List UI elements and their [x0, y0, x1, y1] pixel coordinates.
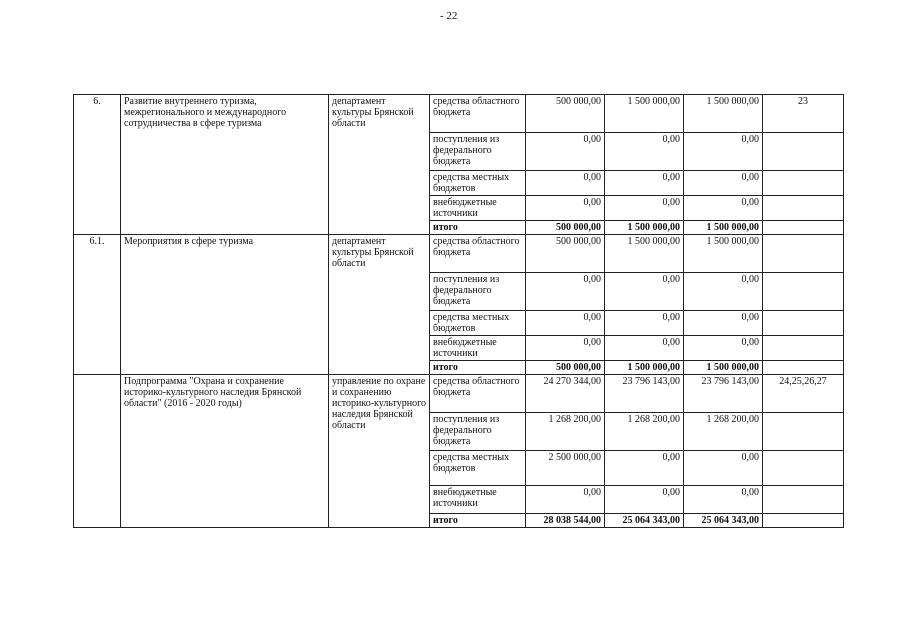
indicator-cell	[763, 221, 844, 235]
indicator-cell	[763, 486, 844, 514]
amount-cell: 0,00	[605, 451, 684, 486]
indicator-cell	[763, 413, 844, 451]
executor-cell: управление по охране и сохранению историко-культурного наследия Брянской области	[329, 375, 430, 528]
amount-cell: 0,00	[684, 196, 763, 221]
indicator-cell	[763, 235, 844, 273]
amount-cell: 0,00	[684, 273, 763, 311]
table-row	[74, 375, 844, 413]
amount-cell: 1 500 000,00	[684, 235, 763, 273]
amount-cell: 0,00	[526, 171, 605, 196]
indicator-cell	[763, 171, 844, 196]
amount-cell: 0,00	[684, 311, 763, 336]
amount-cell: 0,00	[605, 133, 684, 171]
executor-cell: департамент культуры Брянской области	[329, 95, 430, 235]
amount-cell: 1 500 000,00	[605, 235, 684, 273]
indicator-cell: 24,25,26,27	[763, 375, 844, 413]
source-label-cell: поступления из федерального бюджета	[430, 413, 526, 451]
total-amount-cell: 25 064 343,00	[684, 514, 763, 528]
amount-cell: 23 796 143,00	[605, 375, 684, 413]
amount-cell: 1 268 200,00	[526, 413, 605, 451]
indicator-cell	[763, 361, 844, 375]
amount-cell: 0,00	[684, 171, 763, 196]
indicator-cell	[763, 196, 844, 221]
amount-cell: 0,00	[605, 273, 684, 311]
amount-cell: 1 268 200,00	[684, 413, 763, 451]
activity-title-cell: Развитие внутреннего туризма, межрегионального и международного сотрудничества в сфере туризма	[121, 95, 329, 235]
amount-cell: 1 500 000,00	[605, 95, 684, 133]
source-label-cell: поступления из федерального бюджета	[430, 273, 526, 311]
amount-cell: 1 500 000,00	[684, 95, 763, 133]
total-amount-cell: 500 000,00	[526, 361, 605, 375]
amount-cell: 0,00	[526, 311, 605, 336]
indicator-cell: 23	[763, 95, 844, 133]
amount-cell: 0,00	[526, 196, 605, 221]
activity-title-cell: Подпрограмма "Охрана и сохранение историко-культурного наследия Брянской области" (2016 - 2020 годы)	[121, 375, 329, 528]
source-label-cell: средства областного бюджета	[430, 235, 526, 273]
row-number-cell	[74, 375, 121, 528]
amount-cell: 0,00	[684, 336, 763, 361]
indicator-cell	[763, 514, 844, 528]
source-label-cell: внебюджетные источники	[430, 196, 526, 221]
total-amount-cell: 500 000,00	[526, 221, 605, 235]
executor-cell: департамент культуры Брянской области	[329, 235, 430, 375]
total-label-cell: итого	[430, 514, 526, 528]
indicator-cell	[763, 133, 844, 171]
source-label-cell: внебюджетные источники	[430, 336, 526, 361]
amount-cell: 0,00	[526, 336, 605, 361]
page-number: - 22	[440, 10, 458, 22]
amount-cell: 0,00	[605, 486, 684, 514]
amount-cell: 0,00	[605, 196, 684, 221]
amount-cell: 0,00	[526, 273, 605, 311]
amount-cell: 0,00	[526, 486, 605, 514]
total-amount-cell: 1 500 000,00	[684, 361, 763, 375]
amount-cell: 0,00	[684, 133, 763, 171]
indicator-cell	[763, 311, 844, 336]
amount-cell: 0,00	[605, 171, 684, 196]
source-label-cell: средства местных бюджетов	[430, 451, 526, 486]
indicator-cell	[763, 451, 844, 486]
amount-cell: 2 500 000,00	[526, 451, 605, 486]
amount-cell: 500 000,00	[526, 95, 605, 133]
table-row	[74, 95, 844, 133]
source-label-cell: средства областного бюджета	[430, 375, 526, 413]
total-label-cell: итого	[430, 361, 526, 375]
amount-cell: 24 270 344,00	[526, 375, 605, 413]
activity-title-cell: Мероприятия в сфере туризма	[121, 235, 329, 375]
source-label-cell: средства местных бюджетов	[430, 171, 526, 196]
source-label-cell: средства местных бюджетов	[430, 311, 526, 336]
budget-table	[73, 94, 844, 528]
total-label-cell: итого	[430, 221, 526, 235]
source-label-cell: внебюджетные источники	[430, 486, 526, 514]
amount-cell: 0,00	[684, 451, 763, 486]
table-row	[74, 235, 844, 273]
amount-cell: 0,00	[526, 133, 605, 171]
total-amount-cell: 1 500 000,00	[605, 361, 684, 375]
amount-cell: 0,00	[684, 486, 763, 514]
amount-cell: 1 268 200,00	[605, 413, 684, 451]
amount-cell: 23 796 143,00	[684, 375, 763, 413]
indicator-cell	[763, 273, 844, 311]
total-amount-cell: 25 064 343,00	[605, 514, 684, 528]
total-amount-cell: 1 500 000,00	[684, 221, 763, 235]
total-amount-cell: 28 038 544,00	[526, 514, 605, 528]
amount-cell: 500 000,00	[526, 235, 605, 273]
total-amount-cell: 1 500 000,00	[605, 221, 684, 235]
source-label-cell: поступления из федерального бюджета	[430, 133, 526, 171]
row-number-cell: 6.	[74, 95, 121, 235]
row-number-cell: 6.1.	[74, 235, 121, 375]
amount-cell: 0,00	[605, 311, 684, 336]
indicator-cell	[763, 336, 844, 361]
amount-cell: 0,00	[605, 336, 684, 361]
source-label-cell: средства областного бюджета	[430, 95, 526, 133]
